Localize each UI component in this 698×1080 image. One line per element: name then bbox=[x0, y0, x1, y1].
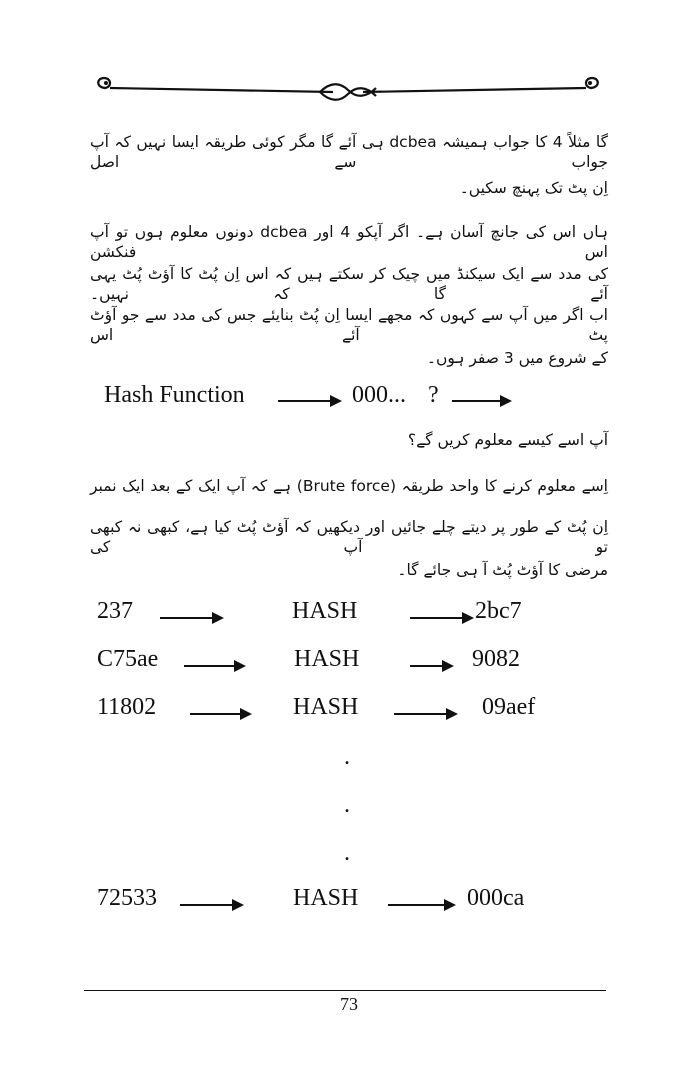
hash-row-arrow-out bbox=[410, 617, 472, 619]
ellipsis-dot: . bbox=[344, 744, 350, 770]
hash-row-arrow-in bbox=[184, 665, 244, 667]
header-ornament bbox=[88, 70, 608, 106]
hash-row-arrow-out bbox=[410, 665, 452, 667]
hash-row-input: 72533 bbox=[97, 885, 157, 911]
hash-row-arrow-out bbox=[388, 904, 454, 906]
hash-row-arrow-in bbox=[180, 904, 242, 906]
footer-divider bbox=[84, 990, 606, 991]
hash-row-arrow-out bbox=[394, 713, 456, 715]
paragraph-4-line-2: اِن پُٹ کے طور پر دیتے چلے جائیں اور دیکھیں کہ آؤٹ پُٹ کیا ہے، کبھی نہ کبھی تو آپ کی bbox=[90, 518, 608, 556]
paragraph-4-line-1: اِسے معلوم کرنے کا واحد طریقہ (Brute force) ہے کہ آپ ایک کے بعد ایک نمبر bbox=[90, 477, 608, 495]
hash-row-func: HASH bbox=[293, 885, 359, 911]
hash-row-output: 09aef bbox=[482, 694, 536, 720]
hash-row-input: C75ae bbox=[97, 646, 159, 672]
hash-row-func: HASH bbox=[293, 694, 359, 720]
hash-row-input: 237 bbox=[97, 598, 133, 624]
hash-function-arrow-2 bbox=[452, 400, 510, 402]
page-number: 73 bbox=[340, 994, 358, 1014]
ellipsis-dot: . bbox=[344, 840, 350, 866]
paragraph-2-line-1: ہاں اس کی جانچ آسان ہے۔ اگر آپکو 4 اور dcbea دونوں معلوم ہوں تو آپ اس فنکشن bbox=[90, 223, 608, 261]
hash-row-func: HASH bbox=[294, 646, 360, 672]
hash-function-question: ? bbox=[428, 382, 439, 408]
hash-function-output: 000... bbox=[352, 382, 406, 408]
hash-row-output: 000ca bbox=[467, 885, 525, 911]
hash-function-arrow-1 bbox=[278, 400, 340, 402]
paragraph-1-line-2: اِن پٹ تک پہنچ سکیں۔ bbox=[459, 179, 608, 197]
question-line: آپ اسے کیسے معلوم کریں گے؟ bbox=[407, 431, 608, 449]
hash-row-arrow-in bbox=[160, 617, 222, 619]
hash-row-input: 11802 bbox=[97, 694, 157, 720]
paragraph-3-line-1: اب اگر میں آپ سے کہوں کہ مجھے ایسا اِن پُٹ بنایئے جس کی مدد سے جو آؤٹ پٹ آئے اس bbox=[90, 306, 608, 344]
paragraph-4-line-3: مرضی کا آؤٹ پُٹ آ ہی جائے گا۔ bbox=[397, 561, 608, 579]
hash-row-func: HASH bbox=[292, 598, 358, 624]
paragraph-3-line-2: کے شروع میں 3 صفر ہوں۔ bbox=[426, 349, 608, 367]
paragraph-1-line-1: گا مثلاً 4 کا جواب ہمیشہ dcbea ہی آئے گا مگر کوئی طریقہ ایسا نہیں کہ آپ جواب سے اصل bbox=[90, 133, 608, 171]
hash-row-output: 9082 bbox=[472, 646, 520, 672]
hash-function-label: Hash Function bbox=[104, 382, 245, 408]
hash-row-output: 2bc7 bbox=[475, 598, 522, 624]
hash-row-arrow-in bbox=[190, 713, 250, 715]
ellipsis-dot: . bbox=[344, 792, 350, 818]
paragraph-2-line-2: کی مدد سے ایک سیکنڈ میں چیک کر سکتے ہیں کہ اس اِن پُٹ کا آؤٹ پُٹ یہی آئے گا کہ نہیں۔ bbox=[90, 265, 608, 303]
